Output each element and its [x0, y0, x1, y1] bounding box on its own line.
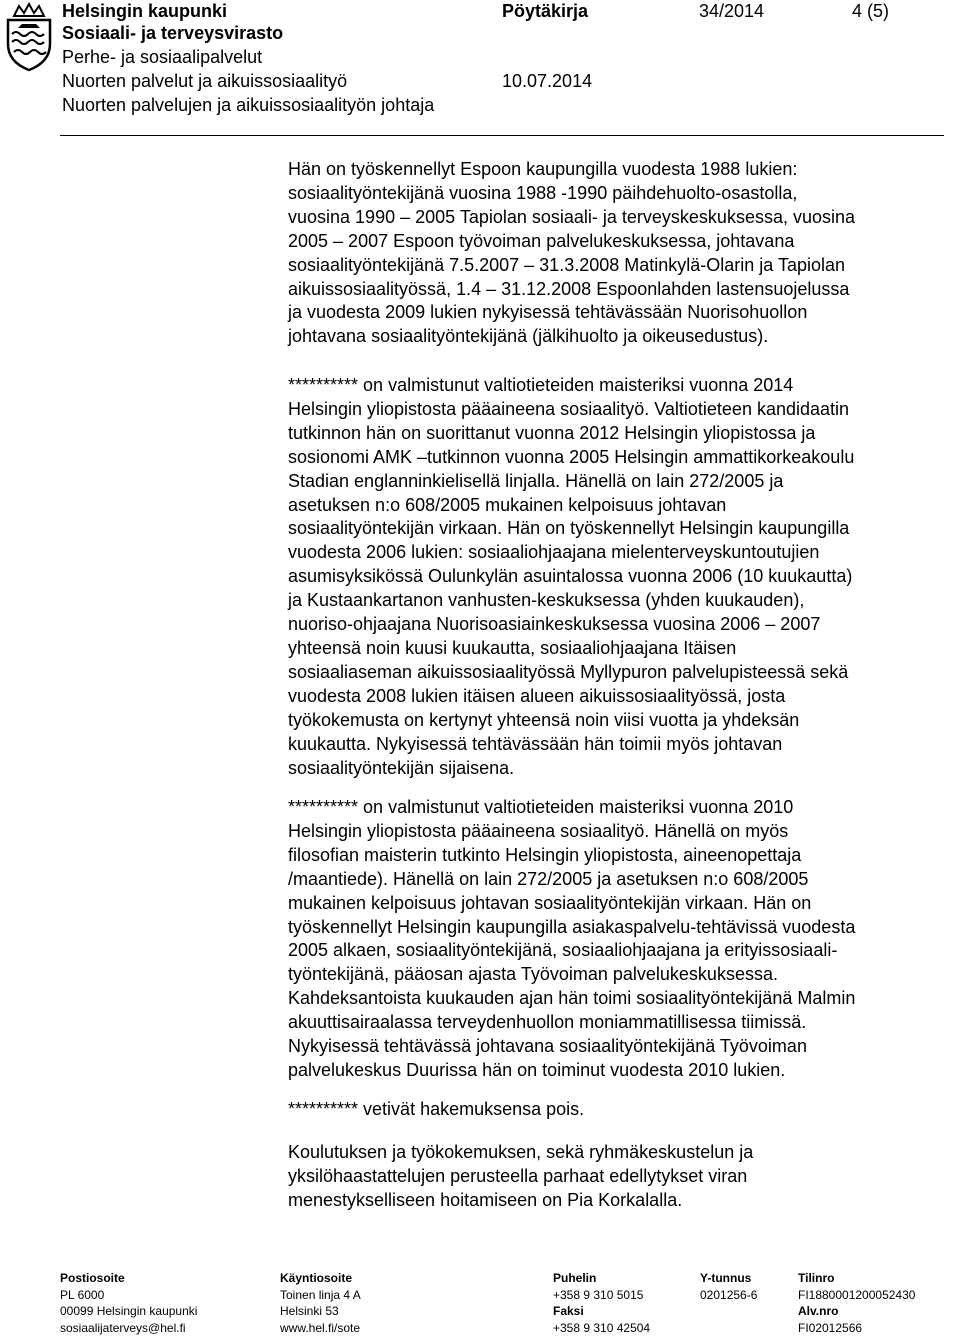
text-line: vuodesta 2006 lukien: sosiaaliohjaajana mielenterveyskuntoutujien: [288, 541, 960, 565]
footer-postal-address: [60, 1270, 197, 1336]
unit-name: Perhe- ja sosiaalipalvelut: [62, 46, 262, 68]
text-line: Helsingin yliopistosta pääaineena sosiaalityö. Hänellä on myös: [288, 820, 960, 844]
department-name: Sosiaali- ja terveysvirasto: [62, 22, 283, 44]
footer-business-id-value: 0201256-6: [700, 1287, 757, 1304]
text-line: palvelukeskus Duurissa hän on toiminut vuodesta 2010 lukien.: [288, 1059, 960, 1083]
text-line: filosofian maisterin tutkinto Helsingin yliopistosta, aineenopettaja: [288, 844, 960, 868]
text-line: kuukautta. Nykyisessä tehtävässään hän toimii myös johtavan: [288, 733, 960, 757]
footer-heading: Alv.nro: [798, 1303, 915, 1320]
paragraph-3: [288, 796, 960, 1083]
text-line: 2005 – 2007 Espoon työvoiman palvelukeskuksessa, johtavana: [288, 230, 960, 254]
footer-vat-number: FI02012566: [798, 1320, 915, 1336]
footer-email-link[interactable]: sosiaalijaterveys@hel.fi: [60, 1320, 197, 1336]
text-line: ja vuodesta 2009 lukien nykyisessä tehtävässään Nuorisohuollon: [288, 301, 960, 325]
text-line: yhteensä noin kuusi kuukautta, sosiaaliohjaajana Itäisen: [288, 637, 960, 661]
paragraph-4: [288, 1098, 960, 1122]
text-line: työkokemusta on kertynyt yhteensä noin viisi vuotta ja yhdeksän: [288, 709, 960, 733]
text-line: sosiaalityöntekijänä vuosina 1988 -1990 päihdehuolto-osastolla,: [288, 182, 960, 206]
text-line: sosiaaliaseman aikuissosiaalityössä Myllypuron palvelupisteessä sekä: [288, 661, 960, 685]
text-line: Hän on työskennellyt Espoon kaupungilla vuodesta 1988 lukien:: [288, 158, 960, 182]
text-line: Helsingin yliopistosta pääaineena sosiaalityö. Valtiotieteen kandidaatin: [288, 398, 960, 422]
footer-account-number: FI1880001200052430: [798, 1287, 915, 1304]
text-line: sosiaalityöntekijän virkaan. Hän on työskennellyt Helsingin kaupungilla: [288, 517, 960, 541]
text-line: menestykselliseen hoitamiseen on Pia Korkalalla.: [288, 1189, 960, 1213]
paragraph-5: [288, 1141, 960, 1213]
text-line: työskennellyt Helsingin kaupungilla asiakaspalvelu-tehtävissä vuodesta: [288, 916, 960, 940]
role-title: Nuorten palvelujen ja aikuissosiaalityön johtaja: [62, 94, 434, 116]
text-line: Koulutuksen ja työkokemuksen, sekä ryhmäkeskustelun ja: [288, 1141, 960, 1165]
footer-heading: Y-tunnus: [700, 1270, 757, 1287]
helsinki-crest-logo: [2, 2, 56, 72]
footer-heading: Faksi: [553, 1303, 650, 1320]
document-date: 10.07.2014: [502, 70, 592, 92]
text-line: johtavana sosiaalityöntekijänä (jälkihuolto ja oikeusedustus).: [288, 325, 960, 349]
text-line: /maantiede). Hänellä on lain 272/2005 ja asetuksen n:o 608/2005: [288, 868, 960, 892]
text-line: ja Kustaankartanon vanhusten-keskuksessa (yhden kuukauden),: [288, 589, 960, 613]
org-name: Helsingin kaupunki: [62, 0, 227, 22]
footer-line: Toinen linja 4 A: [280, 1287, 361, 1304]
header-divider: [60, 135, 944, 136]
paragraph-2: [288, 374, 960, 780]
footer-heading: Postiosoite: [60, 1270, 197, 1287]
page-number: 4 (5): [852, 0, 889, 22]
document-number: 34/2014: [699, 0, 764, 22]
footer-line: Helsinki 53: [280, 1303, 361, 1320]
footer-website-link[interactable]: www.hel.fi/sote: [280, 1320, 361, 1336]
text-line: vuosina 1990 – 2005 Tapiolan sosiaali- ja terveyskeskuksessa, vuosina: [288, 206, 960, 230]
text-line: mukainen kelpoisuus johtavan sosiaalityöntekijän virkaan. Hän on: [288, 892, 960, 916]
text-line: Kahdeksantoista kuukauden ajan hän toimi sosiaalityöntekijänä Malmin: [288, 987, 960, 1011]
text-line: sosiaalityöntekijänä 7.5.2007 – 31.3.2008 Matinkylä-Olarin ja Tapiolan: [288, 254, 960, 278]
text-line: sosiaalityöntekijän sijaisena.: [288, 757, 960, 781]
text-line: ********** on valmistunut valtiotieteiden maisteriksi vuonna 2010: [288, 796, 960, 820]
subunit-name: Nuorten palvelut ja aikuissosiaalityö: [62, 70, 347, 92]
footer-heading: Tilinro: [798, 1270, 915, 1287]
footer-fax-number: +358 9 310 42504: [553, 1320, 650, 1336]
text-line: yksilöhaastattelujen perusteella parhaat edellytykset viran: [288, 1165, 960, 1189]
footer-line: 00099 Helsingin kaupunki: [60, 1303, 197, 1320]
text-line: vuodesta 2008 lukien itäisen alueen aikuissosiaalityössä, josta: [288, 685, 960, 709]
text-line: Nykyisessä tehtävässä johtavana sosiaalityöntekijänä Työvoiman: [288, 1035, 960, 1059]
text-line: ********** on valmistunut valtiotieteiden maisteriksi vuonna 2014: [288, 374, 960, 398]
text-line: asetuksen n:o 608/2005 mukainen kelpoisuus johtavan: [288, 494, 960, 518]
footer-visiting-address: [280, 1270, 361, 1336]
text-line: asumisyksikössä Oulunkylän asuintalossa vuonna 2006 (10 kuukautta): [288, 565, 960, 589]
footer-account: [798, 1270, 915, 1336]
footer-line: PL 6000: [60, 1287, 197, 1304]
text-line: sosionomi AMK –tutkinnon vuonna 2005 Helsingin ammattikorkeakoulu: [288, 446, 960, 470]
paragraph-1: [288, 158, 960, 349]
footer-phone: [553, 1270, 650, 1336]
text-line: akuuttisairaalassa terveydenhuollon moniammatillisessa tiimissä.: [288, 1011, 960, 1035]
text-line: ********** vetivät hakemuksensa pois.: [288, 1098, 960, 1122]
document-type: Pöytäkirja: [502, 0, 588, 22]
text-line: aikuissosiaalityössä, 1.4 – 31.12.2008 Espoonlahden lastensuojelussa: [288, 278, 960, 302]
footer-heading: Puhelin: [553, 1270, 650, 1287]
footer-business-id: [700, 1270, 757, 1303]
text-line: Stadian englanninkielisellä linjalla. Hänellä on lain 272/2005 ja: [288, 470, 960, 494]
text-line: tutkinnon hän on suorittanut vuonna 2012 Helsingin yliopistossa ja: [288, 422, 960, 446]
text-line: työntekijänä, pääosan ajasta Työvoiman palvelukeskuksessa.: [288, 963, 960, 987]
text-line: 2005 alkaen, sosiaalityöntekijänä, sosiaaliohjaajana ja erityissosiaali-: [288, 939, 960, 963]
footer-heading: Käyntiosoite: [280, 1270, 361, 1287]
footer-phone-number: +358 9 310 5015: [553, 1287, 650, 1304]
text-line: nuoriso-ohjaajana Nuorisoasiainkeskuksessa vuosina 2006 – 2007: [288, 613, 960, 637]
